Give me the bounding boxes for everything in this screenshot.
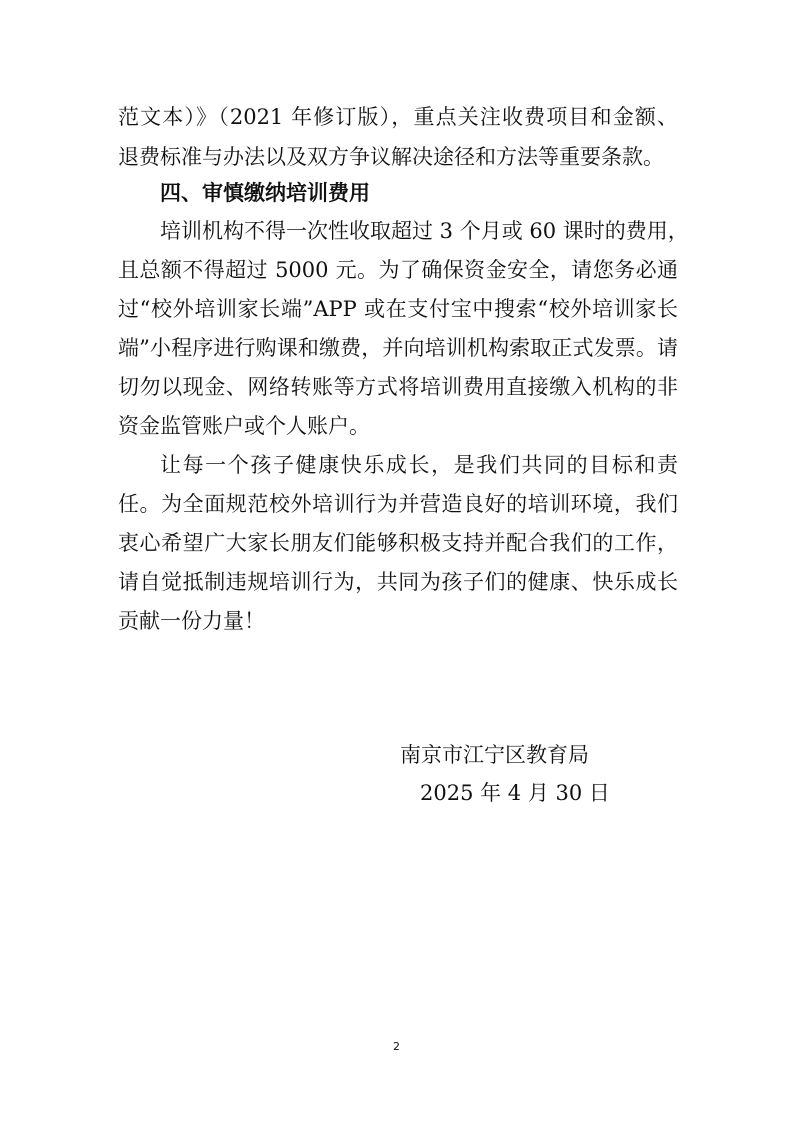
paragraph-line: 任。为全面规范校外培训行为并营造良好的培训环境，我们 <box>118 492 678 516</box>
section-heading: 四、审慎缴纳培训费用 <box>160 181 370 205</box>
paragraph-line: 端”小程序进行购课和缴费，并向培训机构索取正式发票。请 <box>118 336 678 360</box>
paragraph-line: 资金监管账户或个人账户。 <box>118 414 370 438</box>
signature-date: 2025 年 4 月 30 日 <box>420 781 610 805</box>
page-number: 2 <box>393 1040 400 1053</box>
paragraph-line: 切勿以现金、网络转账等方式将培训费用直接缴入机构的非 <box>118 375 678 399</box>
signature-org: 南京市江宁区教育局 <box>400 743 589 767</box>
paragraph-line: 且总额不得超过 5000 元。为了确保资金安全，请您务必通 <box>118 258 678 282</box>
paragraph-line: 请自觉抵制违规培训行为，共同为孩子们的健康、快乐成长 <box>118 570 678 594</box>
paragraph-line: 衷心希望广大家长朋友们能够积极支持并配合我们的工作， <box>118 531 678 555</box>
paragraph-line: 让每一个孩子健康快乐成长，是我们共同的目标和责 <box>160 453 678 477</box>
paragraph-line: 培训机构不得一次性收取超过 3 个月或 60 课时的费用， <box>160 219 689 243</box>
paragraph-line: 退费标准与办法以及双方争议解决途径和方法等重要条款。 <box>118 145 664 169</box>
paragraph-line: 贡献一份力量！ <box>118 609 265 633</box>
paragraph-line: 过“校外培训家长端”APP 或在支付宝中搜索“校外培训家长 <box>118 297 678 321</box>
paragraph-line: 范文本）》（2021 年修订版），重点关注收费项目和金额、 <box>118 105 678 129</box>
